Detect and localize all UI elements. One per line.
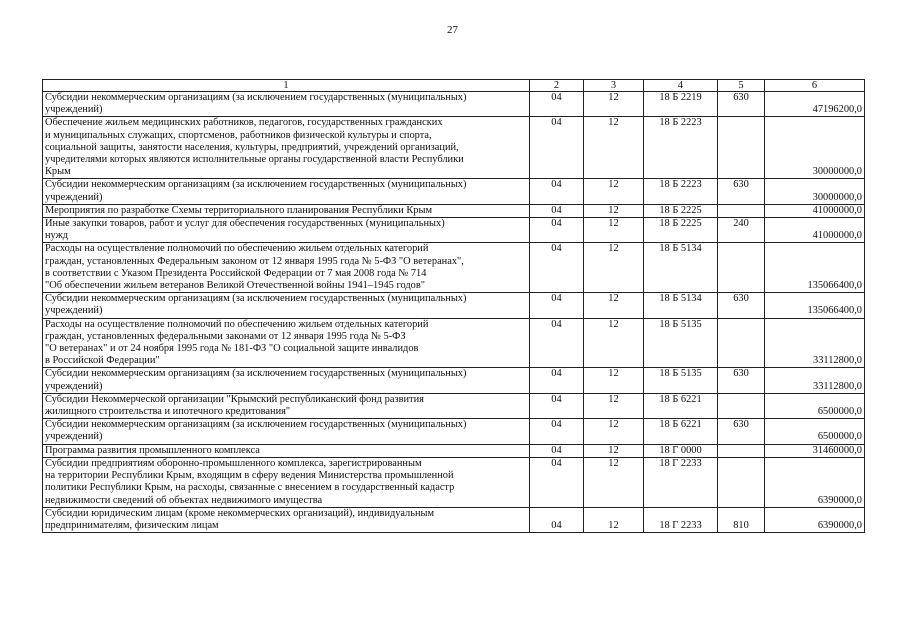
row-expense-type-cell: 630 [718, 92, 765, 117]
row-target-article-cell: 18 Б 2223 [644, 179, 718, 204]
row-name-cell: Расходы на осуществление полномочий по обеспечению жильем отдельных категорий граждан, установленных Федеральным законом от 12 января 1995 года № 5-ФЗ "О ветеранах", в соответствии с Указом Президента Российской Федерации от 7 мая 2008 года № 714 "Об обеспечении жильем ветеранов Великой Отечественной войны 1941–1945 годов" [43, 243, 530, 293]
row-target-article-cell: 18 Б 5134 [644, 243, 718, 293]
table-body [43, 92, 865, 533]
row-target-article-cell: 18 Б 2219 [644, 92, 718, 117]
row-name-cell: Субсидии некоммерческим организациям (за исключением государственных (муниципальных) учреждений) [43, 92, 530, 117]
row-amount-cell: 31460000,0 [765, 444, 865, 457]
column-header: 2 [530, 80, 584, 92]
row-expense-type-cell: 810 [718, 507, 765, 532]
row-subsection-cell: 12 [584, 179, 644, 204]
row-amount-cell: 33112800,0 [765, 368, 865, 393]
row-section-cell: 04 [530, 218, 584, 243]
column-header: 5 [718, 80, 765, 92]
table-row [43, 368, 865, 393]
row-section-cell: 04 [530, 293, 584, 318]
row-amount-cell: 30000000,0 [765, 179, 865, 204]
row-name-cell: Мероприятия по разработке Схемы территориального планирования Республики Крым [43, 204, 530, 217]
row-expense-type-cell: 630 [718, 368, 765, 393]
row-expense-type-cell [718, 457, 765, 507]
column-header: 6 [765, 80, 865, 92]
row-subsection-cell: 12 [584, 507, 644, 532]
row-name-cell: Программа развития промышленного комплекса [43, 444, 530, 457]
table-row [43, 204, 865, 217]
row-expense-type-cell [718, 318, 765, 368]
column-header: 1 [43, 80, 530, 92]
row-name-cell: Субсидии предприятиям оборонно-промышленного комплекса, зарегистрированным на территории Республики Крым, входящим в сферу ведения Министерства промышленной политики Республики Крым, на расходы, связанные с внесением в государственный кадастр недвижимости сведений об объектах недвижимого имущества [43, 457, 530, 507]
table-row [43, 318, 865, 368]
row-amount-cell: 33112800,0 [765, 318, 865, 368]
row-section-cell: 04 [530, 117, 584, 179]
table-row [43, 444, 865, 457]
row-name-cell: Субсидии некоммерческим организациям (за исключением государственных (муниципальных) учреждений) [43, 368, 530, 393]
row-target-article-cell: 18 Б 6221 [644, 419, 718, 444]
row-section-cell: 04 [530, 92, 584, 117]
row-name-cell: Иные закупки товаров, работ и услуг для обеспечения государственных (муниципальных) нужд [43, 218, 530, 243]
table-row [43, 218, 865, 243]
table-row [43, 92, 865, 117]
column-header: 4 [644, 80, 718, 92]
row-name-cell: Субсидии Некоммерческой организации "Крымский республиканский фонд развития жилищного строительства и ипотечного кредитования" [43, 393, 530, 418]
row-section-cell: 04 [530, 444, 584, 457]
row-subsection-cell: 12 [584, 393, 644, 418]
row-amount-cell: 47196200,0 [765, 92, 865, 117]
row-target-article-cell: 18 Г 2233 [644, 457, 718, 507]
row-amount-cell: 6500000,0 [765, 419, 865, 444]
table-row [43, 243, 865, 293]
column-number-row [43, 80, 865, 92]
row-expense-type-cell: 630 [718, 179, 765, 204]
row-amount-cell: 135066400,0 [765, 243, 865, 293]
row-target-article-cell: 18 Г 0000 [644, 444, 718, 457]
row-target-article-cell: 18 Б 2225 [644, 218, 718, 243]
table-row [43, 293, 865, 318]
row-expense-type-cell: 240 [718, 218, 765, 243]
table-row [43, 393, 865, 418]
row-subsection-cell: 12 [584, 218, 644, 243]
table-row [43, 419, 865, 444]
row-amount-cell: 135066400,0 [765, 293, 865, 318]
row-section-cell: 04 [530, 204, 584, 217]
table-row [43, 507, 865, 532]
row-target-article-cell: 18 Г 2233 [644, 507, 718, 532]
row-subsection-cell: 12 [584, 92, 644, 117]
row-amount-cell: 6500000,0 [765, 393, 865, 418]
row-section-cell: 04 [530, 457, 584, 507]
row-name-cell: Субсидии некоммерческим организациям (за исключением государственных (муниципальных) учреждений) [43, 179, 530, 204]
row-section-cell: 04 [530, 507, 584, 532]
page-number: 27 [447, 24, 458, 36]
row-name-cell: Субсидии некоммерческим организациям (за исключением государственных (муниципальных) учреждений) [43, 419, 530, 444]
row-expense-type-cell: 630 [718, 419, 765, 444]
row-section-cell: 04 [530, 179, 584, 204]
row-name-cell: Субсидии некоммерческим организациям (за исключением государственных (муниципальных) учреждений) [43, 293, 530, 318]
row-section-cell: 04 [530, 393, 584, 418]
row-amount-cell: 6390000,0 [765, 457, 865, 507]
row-section-cell: 04 [530, 368, 584, 393]
row-section-cell: 04 [530, 419, 584, 444]
row-expense-type-cell [718, 204, 765, 217]
row-amount-cell: 6390000,0 [765, 507, 865, 532]
row-target-article-cell: 18 Б 6221 [644, 393, 718, 418]
row-subsection-cell: 12 [584, 243, 644, 293]
row-target-article-cell: 18 Б 5134 [644, 293, 718, 318]
row-subsection-cell: 12 [584, 293, 644, 318]
row-subsection-cell: 12 [584, 204, 644, 217]
table-row [43, 457, 865, 507]
row-expense-type-cell: 630 [718, 293, 765, 318]
row-expense-type-cell [718, 243, 765, 293]
row-name-cell: Обеспечение жильем медицинских работников, педагогов, государственных гражданских и муниципальных служащих, спортсменов, работников физической культуры и спорта, социальной защиты, занятости населения, культуры, предприятий, учреждений организаций, учредителями которых являются исполнительные органы государственной власти Республики Крым [43, 117, 530, 179]
row-name-cell: Субсидии юридическим лицам (кроме некоммерческих организаций), индивидуальным предпринимателям, физическим лицам [43, 507, 530, 532]
table-row [43, 179, 865, 204]
row-section-cell: 04 [530, 243, 584, 293]
row-section-cell: 04 [530, 318, 584, 368]
row-subsection-cell: 12 [584, 444, 644, 457]
row-target-article-cell: 18 Б 2223 [644, 117, 718, 179]
row-subsection-cell: 12 [584, 419, 644, 444]
row-expense-type-cell [718, 393, 765, 418]
column-header: 3 [584, 80, 644, 92]
row-subsection-cell: 12 [584, 117, 644, 179]
row-subsection-cell: 12 [584, 457, 644, 507]
row-name-cell: Расходы на осуществление полномочий по обеспечению жильем отдельных категорий граждан, установленных федеральными законами от 12 января 1995 года № 5-ФЗ "О ветеранах" и от 24 ноября 1995 года № 181-ФЗ "О социальной защите инвалидов в Российской Федерации" [43, 318, 530, 368]
row-amount-cell: 41000000,0 [765, 204, 865, 217]
row-target-article-cell: 18 Б 2225 [644, 204, 718, 217]
row-target-article-cell: 18 Б 5135 [644, 368, 718, 393]
row-amount-cell: 41000000,0 [765, 218, 865, 243]
row-amount-cell: 30000000,0 [765, 117, 865, 179]
row-target-article-cell: 18 Б 5135 [644, 318, 718, 368]
row-expense-type-cell [718, 117, 765, 179]
table-row [43, 117, 865, 179]
row-subsection-cell: 12 [584, 368, 644, 393]
row-subsection-cell: 12 [584, 318, 644, 368]
budget-table [42, 79, 865, 533]
row-expense-type-cell [718, 444, 765, 457]
